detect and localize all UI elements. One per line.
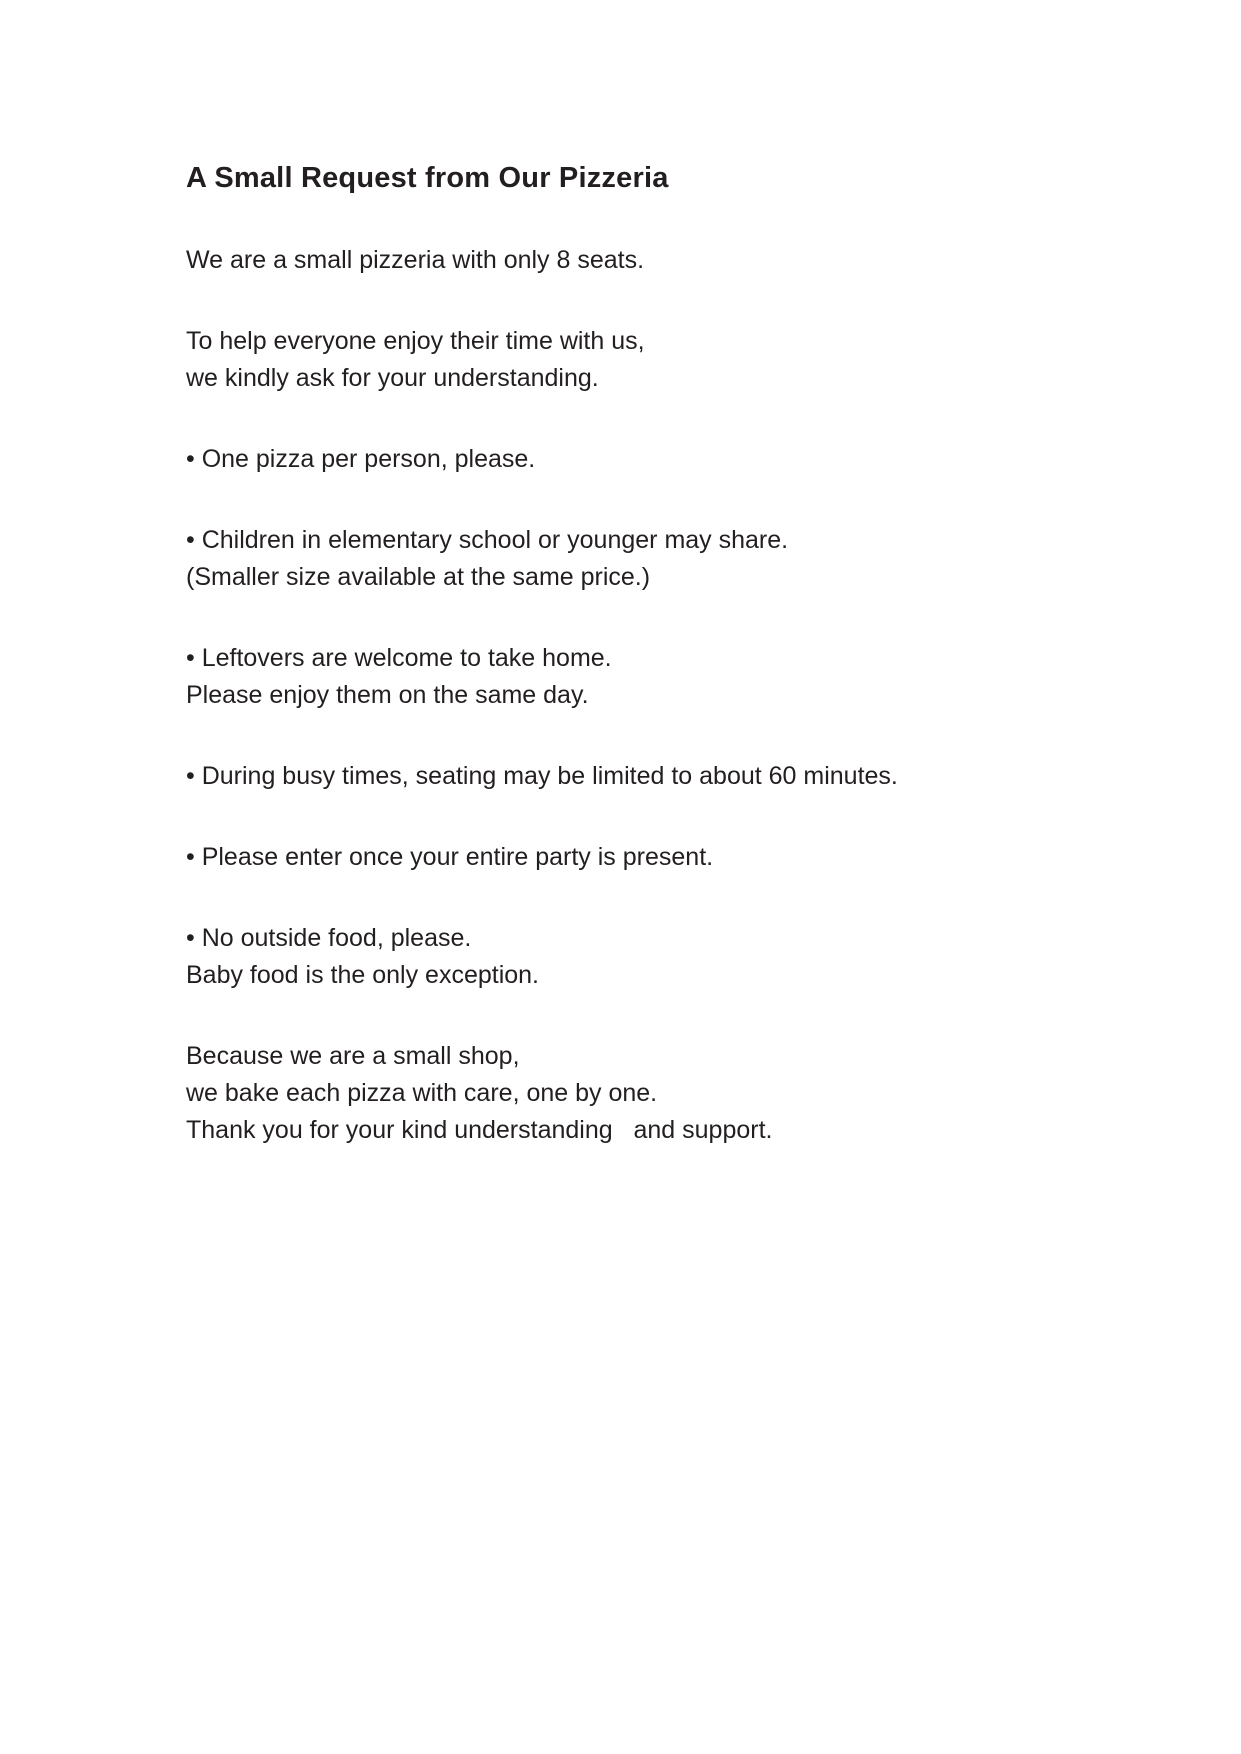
bullet-leftovers — [186, 640, 1086, 714]
bullet-entire-party — [186, 839, 1086, 876]
text-line: Baby food is the only exception. — [186, 960, 540, 989]
bullet-outside-food — [186, 920, 1086, 994]
text-line: Please enjoy them on the same day. — [186, 680, 589, 709]
text-line: • Leftovers are welcome to take home. — [186, 643, 612, 672]
text-line: To help everyone enjoy their time with us, — [186, 326, 645, 355]
text-line: We are a small pizzeria with only 8 seats. — [186, 245, 645, 274]
text-line: • One pizza per person, please. — [186, 444, 536, 473]
text-line: • Please enter once your entire party is present. — [186, 842, 714, 871]
text-line: • During busy times, seating may be limited to about 60 minutes. — [186, 761, 898, 790]
bullet-children — [186, 522, 1086, 596]
bullet-seating-time — [186, 758, 1086, 795]
text-line: Thank you for your kind understanding and support. — [186, 1115, 773, 1144]
page-title: A Small Request from Our Pizzeria — [186, 162, 669, 194]
paragraph-closing — [186, 1038, 1086, 1149]
text-line: Because we are a small shop, — [186, 1041, 520, 1070]
paragraph-understanding — [186, 323, 1086, 397]
text-line: we kindly ask for your understanding. — [186, 363, 599, 392]
text-line: • Children in elementary school or younger may share. — [186, 525, 789, 554]
document-body — [186, 160, 1086, 1149]
text-line: we bake each pizza with care, one by one. — [186, 1078, 658, 1107]
text-line: (Smaller size available at the same price.) — [186, 562, 651, 591]
bullet-one-pizza — [186, 441, 1086, 478]
text-line: • No outside food, please. — [186, 923, 472, 952]
paragraph-intro — [186, 242, 1086, 279]
